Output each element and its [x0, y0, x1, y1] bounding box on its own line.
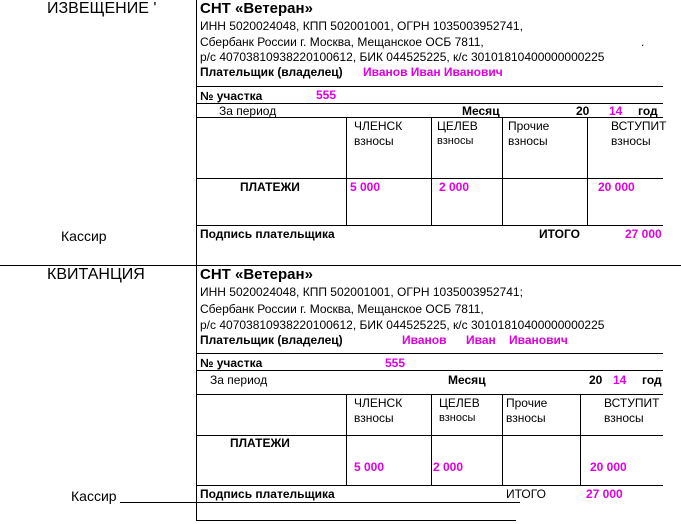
- notice-plot-label: № участка: [200, 89, 263, 103]
- receipt-col-target: [439, 396, 480, 426]
- receipt-col-entry: [604, 396, 659, 426]
- notice-grid-bottom: [196, 225, 663, 226]
- notice-cashier-label: Кассир: [61, 228, 107, 244]
- notice-payer-label: Плательщик (владелец): [200, 65, 343, 79]
- notice-col-entry-line1: ВСТУПИТ: [611, 119, 667, 133]
- receipt-rule-payer: [196, 353, 663, 354]
- notice-col-target-line2: взносы: [437, 135, 474, 147]
- notice-plot-number: 555: [316, 88, 337, 102]
- receipt-col-divider-4: [580, 394, 581, 485]
- notice-rule-payer: [196, 86, 663, 87]
- notice-month-label: Месяц: [462, 104, 500, 118]
- receipt-total-label: ИТОГО: [506, 487, 546, 501]
- receipt-account-line: р/с 40703810938220100612, БИК 044525225, к/с 30101810400000000225: [200, 318, 605, 332]
- notice-account-line: р/с 40703810938220100612, БИК 044525225, к/с 30101810400000000225: [200, 50, 605, 64]
- receipt-month-label: Месяц: [448, 373, 486, 387]
- receipt-grid-bottom: [196, 485, 663, 486]
- receipt-payer-surname: Иванов: [402, 333, 447, 347]
- receipt-amount-entry: 20 000: [590, 460, 627, 474]
- receipt-col-divider-3: [502, 394, 503, 485]
- receipt-col-membership-line1: ЧЛЕНСК: [354, 396, 403, 410]
- receipt-col-membership: [354, 396, 402, 426]
- notice-amount-membership: 5 000: [350, 180, 381, 194]
- notice-inn-line: ИНН 5020024048, КПП 502001001, ОГРН 1035003952741,: [200, 19, 523, 33]
- notice-amount-entry: 20 000: [598, 180, 635, 194]
- receipt-title: КВИТАНЦИЯ: [47, 266, 145, 283]
- notice-col-other-line1: Прочие: [508, 119, 550, 133]
- notice-payer-name: Иванов Иван Иванович: [363, 65, 503, 79]
- notice-col-target-line1: ЦЕЛЕВ: [437, 119, 478, 133]
- notice-year-prefix: 20: [576, 104, 590, 118]
- notice-col-other: [508, 119, 549, 149]
- receipt-cashier-rule: [120, 502, 520, 503]
- notice-period-label: За период: [219, 104, 277, 118]
- notice-col-membership-line1: ЧЛЕНСК: [354, 119, 403, 133]
- notice-col-membership: [354, 119, 402, 149]
- notice-col-entry: [611, 119, 666, 149]
- receipt-col-entry-line1: ВСТУПИТ: [604, 396, 660, 410]
- receipt-amount-membership: 5 000: [354, 460, 385, 474]
- receipt-bottom-rule: [196, 520, 516, 521]
- receipt-year-label: год: [642, 373, 662, 387]
- notice-bank-line: Сбербанк России г. Москва, Мещанское ОСБ 7811,: [200, 35, 484, 49]
- receipt-col-other: [506, 396, 547, 426]
- receipt-payer-label: Плательщик (владелец): [200, 333, 343, 347]
- notice-payments-label: ПЛАТЕЖИ: [240, 180, 300, 194]
- receipt-payer-first: Иван: [466, 333, 496, 347]
- receipt-cashier-label: Кассир: [71, 488, 117, 504]
- notice-grid-mid: [196, 178, 663, 179]
- receipt-col-membership-line2: взносы: [354, 411, 394, 425]
- receipt-grid-top: [196, 394, 663, 395]
- receipt-plot-number: 555: [385, 356, 406, 370]
- notice-amount-target: 2 000: [439, 180, 470, 194]
- receipt-payer-patronymic: Иванович: [509, 333, 568, 347]
- notice-col-divider-4: [587, 117, 588, 225]
- receipt-col-other-line1: Прочие: [506, 396, 548, 410]
- notice-total-amount: 27 000: [625, 227, 662, 241]
- notice-org-name: СНТ «Ветеран»: [200, 0, 313, 17]
- notice-col-divider-2: [431, 117, 432, 225]
- notice-signature-label: Подпись плательщика: [200, 227, 335, 241]
- receipt-col-entry-line2: взносы: [604, 411, 644, 425]
- receipt-inn-line: ИНН 5020024048, КПП 502001001, ОГРН 1035003952741;: [200, 285, 523, 299]
- notice-col-other-line2: взносы: [508, 134, 548, 148]
- receipt-amount-target: 2 000: [433, 460, 464, 474]
- receipt-col-target-line2: взносы: [439, 412, 476, 424]
- receipt-col-divider-2: [431, 394, 432, 485]
- receipt-year-suffix: 14: [613, 373, 627, 387]
- notice-grid-top: [196, 117, 663, 118]
- receipt-col-divider-1: [346, 394, 347, 485]
- notice-year-suffix: 14: [609, 104, 623, 118]
- receipt-total-amount: 27 000: [586, 487, 623, 501]
- receipt-year-prefix: 20: [589, 373, 603, 387]
- receipt-signature-label: Подпись плательщика: [200, 487, 335, 501]
- notice-col-entry-line2: взносы: [611, 134, 651, 148]
- receipt-period-label: [210, 373, 267, 387]
- receipt-col-other-line2: взносы: [506, 411, 546, 425]
- receipt-rule-plot: [196, 370, 663, 371]
- receipt-plot-label: № участка: [200, 356, 263, 370]
- receipt-org-name: СНТ «Ветеран»: [200, 266, 313, 283]
- receipt-col-target-line1: ЦЕЛЕВ: [439, 396, 480, 410]
- receipt-left-border: [196, 265, 197, 521]
- notice-title: ИЗВЕЩЕНИЕ ': [47, 0, 157, 17]
- notice-total-label: ИТОГО: [539, 227, 580, 241]
- notice-col-divider-1: [346, 117, 347, 225]
- notice-year-label: год: [638, 104, 658, 118]
- notice-col-membership-line2: взносы: [354, 134, 394, 148]
- receipt-payments-label: ПЛАТЕЖИ: [230, 436, 290, 450]
- notice-col-divider-3: [502, 117, 503, 225]
- receipt-period-word-1: За период: [210, 373, 268, 387]
- receipt-bank-line: Сбербанк России г. Москва, Мещанское ОСБ 7811,: [200, 302, 484, 316]
- notice-left-border: [196, 0, 197, 265]
- notice-bank-mark: .: [641, 35, 645, 49]
- notice-col-target: [437, 119, 478, 149]
